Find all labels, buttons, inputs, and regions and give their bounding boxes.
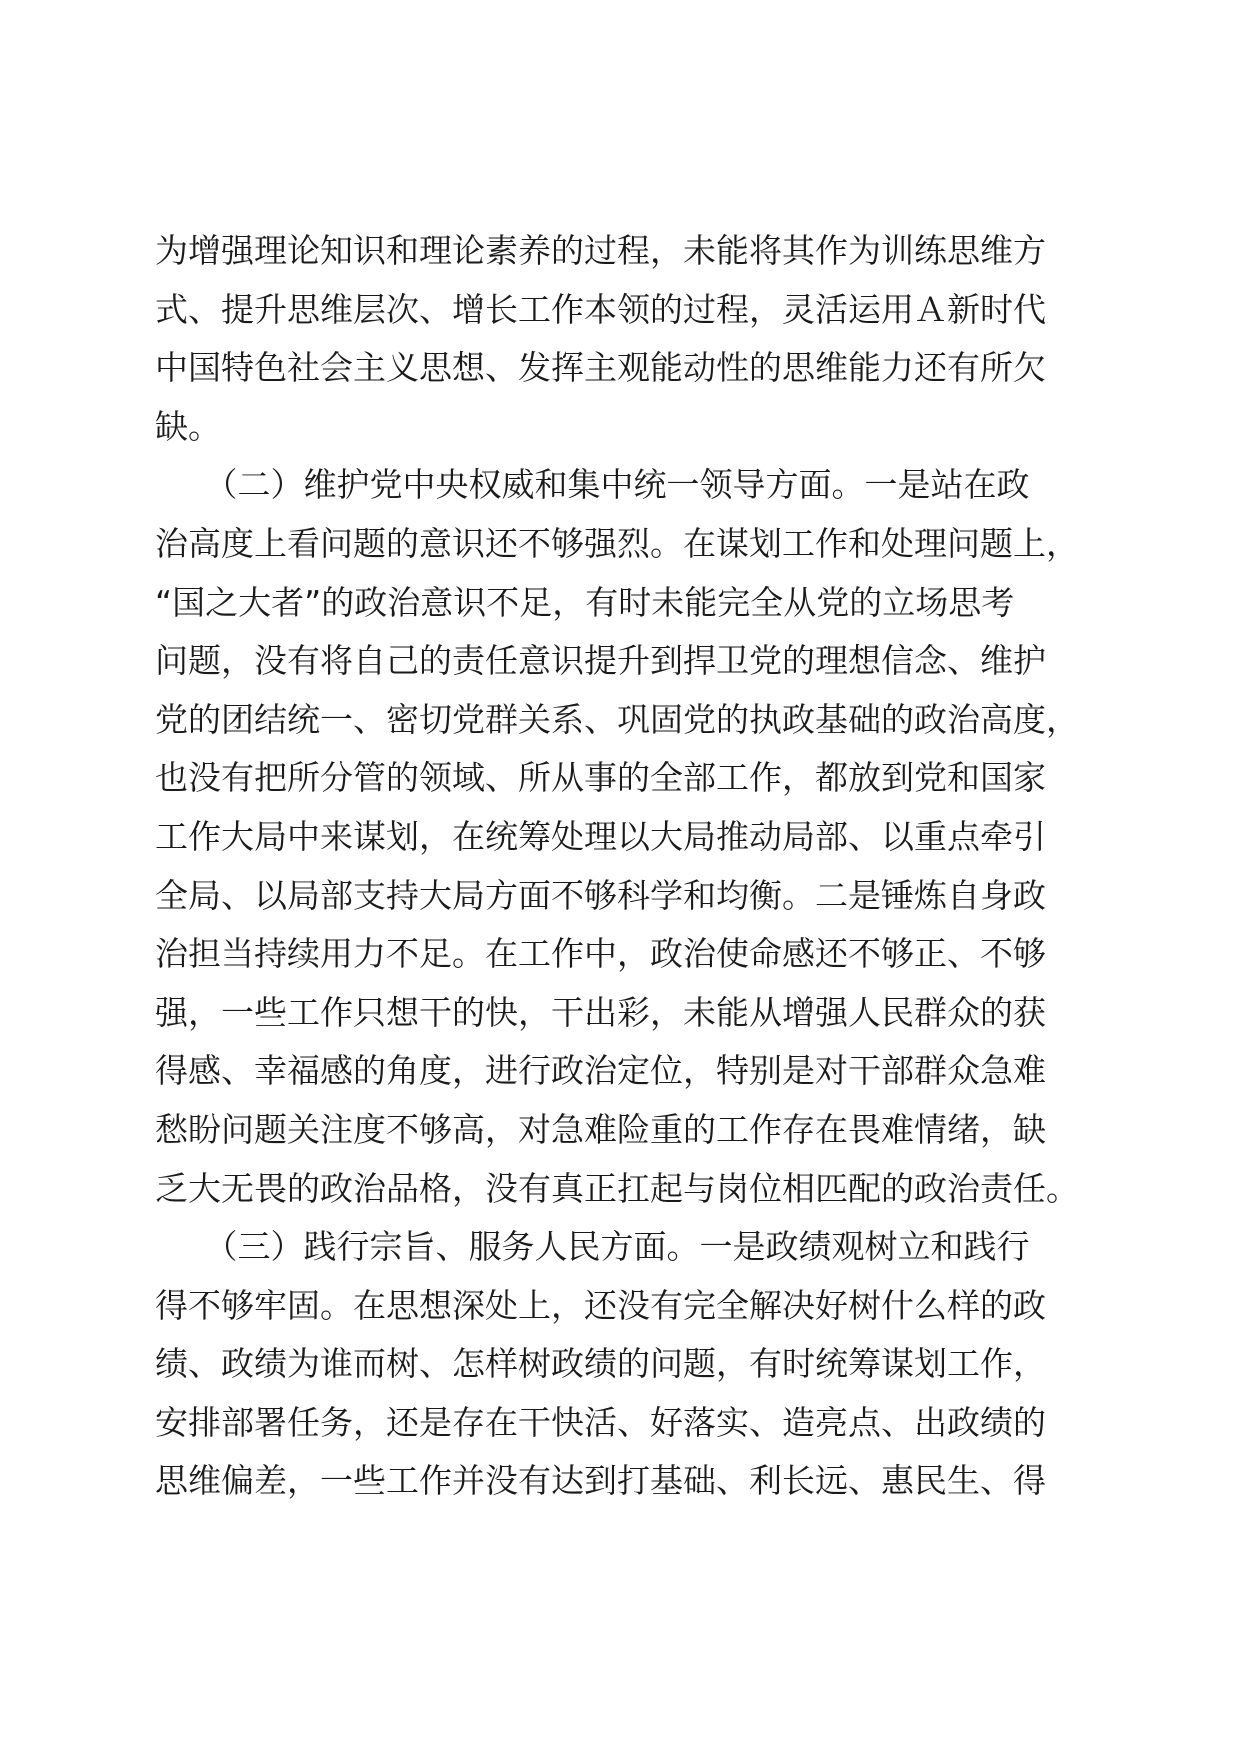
text-line: 思维偏差，一些工作并没有达到打基础、利长远、惠民生、得: [155, 1461, 1046, 1501]
text-line: “国之大者”的政治意识不足，有时未能完全从党的立场思考: [155, 582, 1015, 622]
text-line: 党的团结统一、密切党群关系、巩固党的执政基础的政治高度，: [155, 699, 1079, 739]
text-line: （三）践行宗旨、服务人民方面。一是政绩观树立和践行: [155, 1227, 1030, 1267]
text-line: 也没有把所分管的领域、所从事的全部工作，都放到党和国家: [155, 758, 1046, 798]
text-line: 强，一些工作只想干的快，干出彩，未能从增强人民群众的获: [155, 992, 1046, 1032]
text-line: 治高度上看问题的意识还不够强烈。在谋划工作和处理问题上，: [155, 523, 1079, 563]
text-line: 愁盼问题关注度不够高，对急难险重的工作存在畏难情绪，缺: [155, 1109, 1046, 1149]
text-line: 式、提升思维层次、增长工作本领的过程，灵活运用Ａ新时代: [155, 289, 1046, 329]
text-line: 安排部署任务，还是存在干快活、好落实、造亮点、出政绩的: [155, 1402, 1046, 1442]
text-line: （二）维护党中央权威和集中统一领导方面。一是站在政: [155, 465, 1030, 505]
text-line: 工作大局中来谋划，在统筹处理以大局推动局部、以重点牵引: [155, 816, 1046, 856]
text-line: 得不够牢固。在思想深处上，还没有完全解决好树什么样的政: [155, 1285, 1046, 1325]
text-line: 缺。: [155, 406, 221, 446]
text-line: 乏大无畏的政治品格，没有真正扛起与岗位相匹配的政治责任。: [155, 1168, 1079, 1208]
text-line: 全局、以局部支持大局方面不够科学和均衡。二是锤炼自身政: [155, 875, 1046, 915]
text-line: 为增强理论知识和理论素养的过程，未能将其作为训练思维方: [155, 231, 1046, 270]
text-line: 中国特色社会主义思想、发挥主观能动性的思维能力还有所欠: [155, 348, 1046, 388]
document-body: [155, 222, 1085, 1511]
text-line: 绩、政绩为谁而树、怎样树政绩的问题，有时统筹谋划工作，: [155, 1344, 1046, 1384]
text-line: 问题，没有将自己的责任意识提升到捍卫党的理想信念、维护: [155, 641, 1046, 681]
text-line: 得感、幸福感的角度，进行政治定位，特别是对干部群众急难: [155, 1051, 1046, 1091]
text-line: 治担当持续用力不足。在工作中，政治使命感还不够正、不够: [155, 934, 1046, 974]
